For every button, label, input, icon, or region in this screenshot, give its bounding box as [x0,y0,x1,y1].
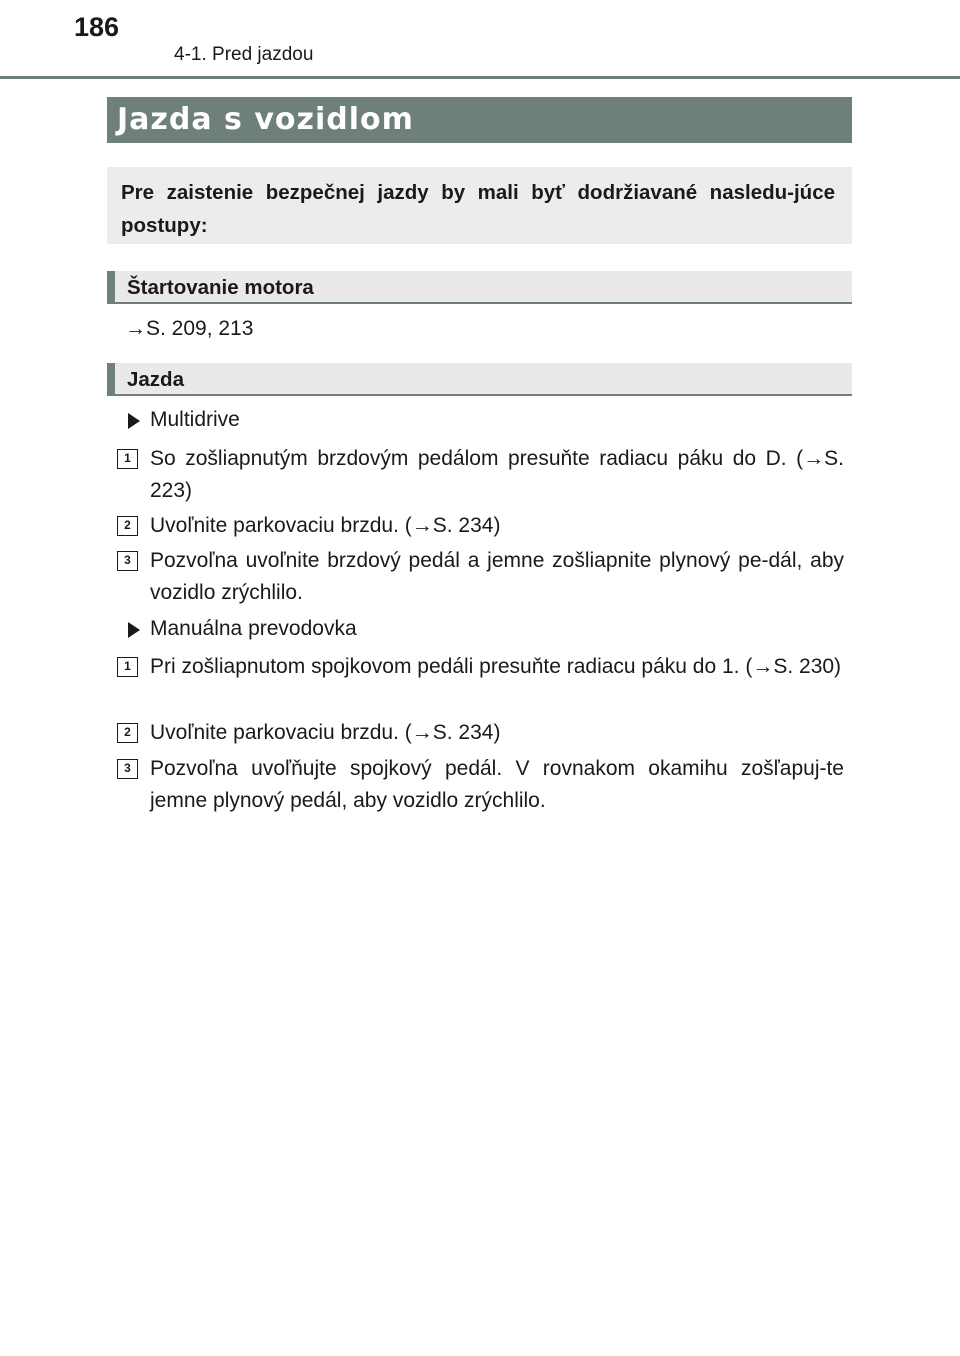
step-text: Pri zošliapnutom spojkovom pedáli presuňte radiacu páku do 1. (→S. 230) [150,655,842,678]
intro-text: Pre zaistenie bezpečnej jazdy by mali byť dodržiavané nasledu-júce postupy: [121,181,835,237]
starting-reference: →S. 209, 213 [125,317,254,340]
step-number-badge: 1 [117,449,138,469]
subheading-starting [107,271,852,304]
step-number-badge: 2 [117,516,138,536]
step-text: Uvoľnite parkovaciu brzdu. (→S. 234) [150,514,501,537]
bullet-manual-label: Manuálna prevodovka [150,617,357,640]
step-text: Pozvoľna uvoľnite brzdový pedál a jemne zošliapnite plynový pe-dál, aby vozidlo zrýchlilo. [150,549,844,604]
intro-box [107,167,852,244]
page-number: 186 [74,12,120,42]
page-title-bar [107,97,852,143]
subheading-driving-label: Jazda [127,368,184,391]
page-title: Jazda s vozidlom [117,102,414,137]
triangle-bullet-icon [128,622,140,638]
header-divider [0,76,960,79]
step-number-badge: 3 [117,759,138,779]
step-number-badge: 3 [117,551,138,571]
step-number-badge: 2 [117,723,138,743]
triangle-bullet-icon [128,413,140,429]
step-number-badge: 1 [117,657,138,677]
section-label: 4-1. Pred jazdou [174,44,314,65]
step-text: Pozvoľna uvoľňujte spojkový pedál. V rovnakom okamihu zošľapuj-te jemne plynový pedál, aby vozidlo zrýchlilo. [150,757,844,812]
subheading-driving [107,363,852,396]
step-text: Uvoľnite parkovaciu brzdu. (→S. 234) [150,721,501,744]
step-text: So zošliapnutým brzdovým pedálom presuňte radiacu páku do D. (→S. 223) [150,447,844,502]
bullet-multidrive-label: Multidrive [150,408,240,431]
subheading-starting-label: Štartovanie motora [127,276,314,299]
page-header [0,0,960,80]
